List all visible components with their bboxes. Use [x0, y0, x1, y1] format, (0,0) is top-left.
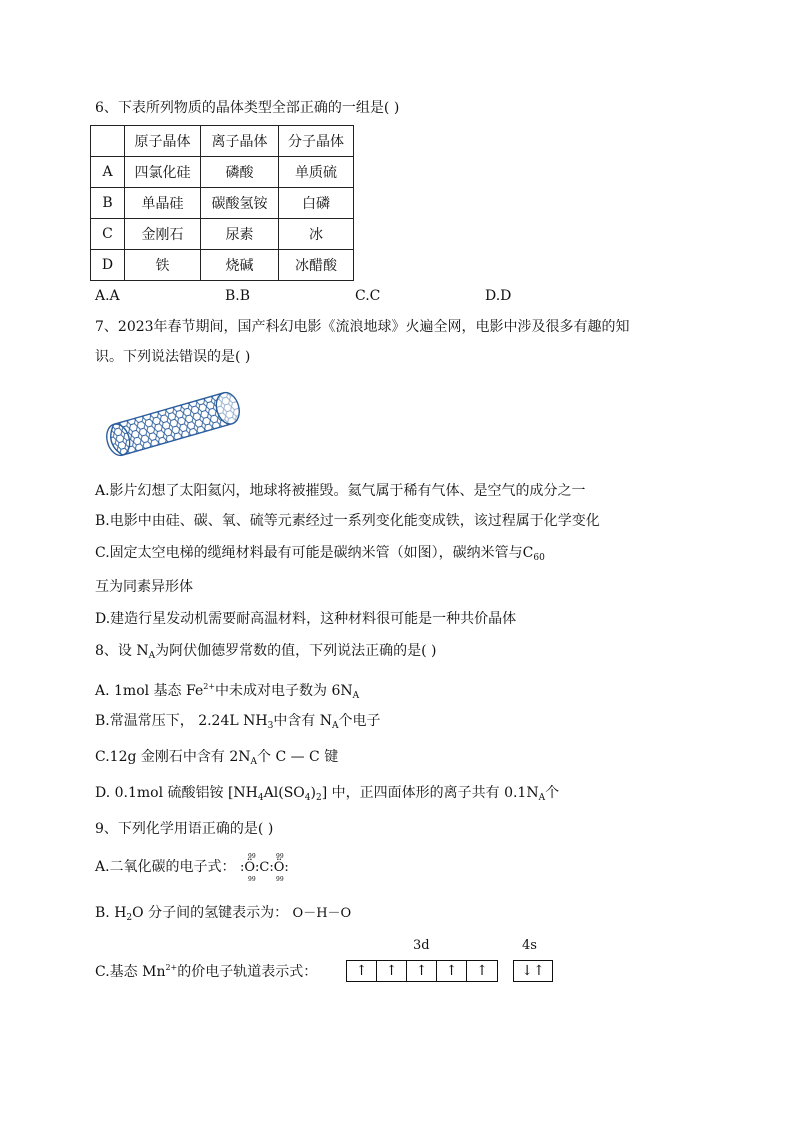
text: A. 1mol 基态 Fe — [95, 683, 204, 699]
table-cell: 四氯化硅 — [125, 157, 201, 188]
table-cell: 磷酸 — [201, 157, 279, 188]
table-header-cell: 原子晶体 — [125, 126, 201, 157]
subscript: A — [250, 757, 257, 767]
text: B.常温常压下， 2.24L NH — [95, 713, 268, 729]
q7-option-b[interactable]: B.电影中由硅、碳、氧、硫等元素经过一系列变化能变成铁，该过程属于化学变化 — [95, 513, 600, 529]
electron-dots: 99 — [276, 853, 284, 860]
table-cell: 碳酸氢铵 — [201, 188, 279, 219]
formula-text: :Ö:C:Ö: — [240, 860, 289, 875]
text: C.基态 Mn — [95, 964, 166, 980]
electron-dots: 99 — [248, 853, 256, 860]
q8-option-c[interactable] — [95, 747, 338, 772]
table-header-cell — [91, 126, 125, 157]
table-cell: 烧碱 — [201, 250, 279, 281]
q7-option-c-text: C.固定太空电梯的缆绳材料最有可能是碳纳米管（如图），碳纳米管与C — [95, 545, 534, 561]
table-row — [91, 219, 354, 250]
table-cell: 铁 — [125, 250, 201, 281]
text: ) — [310, 785, 316, 801]
subscript: A — [148, 651, 156, 661]
text: B. H — [95, 905, 127, 921]
text: C.12g 金刚石中含有 2N — [95, 749, 251, 765]
q7-option-c[interactable] — [95, 543, 545, 568]
orbital-box: ↓↑ — [521, 963, 545, 979]
q7-option-a[interactable]: A.影片幻想了太阳氦闪，地球将被摧毁。氦气属于稀有气体、是空气的成分之一 — [95, 483, 586, 499]
orbital-box: ↑ — [407, 961, 437, 981]
co2-electron-formula — [240, 853, 289, 883]
q7-stem-line1: 7、2023年春节期间，国产科幻电影《流浪地球》火遍全网，电影中涉及很多有趣的知 — [95, 319, 630, 335]
table-cell: 单质硫 — [279, 157, 354, 188]
orbital-4s-boxes — [513, 960, 553, 982]
subscript: 4 — [257, 793, 264, 803]
subscript: A — [538, 793, 546, 803]
q8-stem-text: 8、设 N — [95, 643, 149, 659]
q7-stem-line2: 识。下列说法错误的是( ) — [95, 349, 251, 365]
text: 中含有 N — [273, 713, 333, 729]
electron-dots: 99 — [248, 876, 256, 883]
text: 个 C — C 键 — [257, 749, 339, 765]
orbital-3d-boxes — [346, 960, 498, 982]
table-cell: D — [91, 250, 125, 281]
text: 的价电子轨道表示式： — [177, 964, 318, 980]
text: 个 — [545, 785, 560, 801]
q6-stem: 6、下表所列物质的晶体类型全部正确的一组是( ) — [95, 100, 400, 116]
q6-option-a[interactable]: A.A — [95, 288, 120, 304]
orbital-4s-label: 4s — [522, 938, 537, 953]
table-cell: B — [91, 188, 125, 219]
table-cell: 金刚石 — [125, 219, 201, 250]
superscript: 2+ — [165, 963, 178, 972]
table-row — [91, 250, 354, 281]
text: Al(SO — [263, 785, 305, 801]
hydrogen-bond-formula: O－H－O — [292, 906, 352, 921]
table-cell: C — [91, 219, 125, 250]
table-cell: A — [91, 157, 125, 188]
q7-option-d[interactable]: D.建造行星发动机需要耐高温材料，这种材料很可能是一种共价晶体 — [95, 611, 517, 627]
table-header-row — [91, 126, 354, 157]
q9-option-b[interactable] — [95, 903, 351, 928]
q6-options — [95, 288, 615, 304]
q8-option-a[interactable] — [95, 677, 359, 706]
q8-stem — [95, 641, 436, 666]
electron-dots: 99 — [276, 876, 284, 883]
table-header-cell: 离子晶体 — [201, 126, 279, 157]
crystal-type-table — [90, 125, 354, 281]
q9-option-c[interactable] — [95, 958, 317, 982]
table-row — [91, 157, 354, 188]
orbital-3d-label: 3d — [413, 938, 430, 953]
text: ] 中，正四面体形的离子共有 0.1N — [321, 785, 539, 801]
q9-option-a-text: A.二氧化碳的电子式： — [95, 859, 236, 875]
orbital-box: ↑ — [476, 963, 488, 979]
superscript: 2+ — [203, 682, 216, 691]
q8-option-b[interactable] — [95, 711, 381, 736]
table-cell: 单晶硅 — [125, 188, 201, 219]
text: 中未成对电子数为 6N — [215, 683, 353, 699]
orbital-box: ↑ — [347, 961, 377, 981]
q9-option-a[interactable] — [95, 853, 289, 883]
orbital-box: ↑ — [377, 961, 407, 981]
table-cell: 冰醋酸 — [279, 250, 354, 281]
table-cell: 白磷 — [279, 188, 354, 219]
table-cell: 尿素 — [201, 219, 279, 250]
subscript: 2 — [126, 913, 133, 923]
text: D. 0.1mol 硫酸铝铵 [NH — [95, 785, 258, 801]
table-row — [91, 188, 354, 219]
q6-option-b[interactable]: B.B — [225, 288, 251, 304]
text: 个电子 — [338, 713, 381, 729]
q7-option-c-continued: 互为同素异形体 — [95, 579, 193, 595]
text: O 分子间的氢键表示为： — [132, 905, 289, 921]
subscript: A — [332, 721, 339, 731]
orbital-box: ↑ — [437, 961, 467, 981]
table-header-cell: 分子晶体 — [279, 126, 354, 157]
q9-stem: 9、下列化学用语正确的是( ) — [95, 821, 274, 837]
q6-option-d[interactable]: D.D — [485, 288, 512, 304]
q8-option-d[interactable] — [95, 783, 559, 808]
carbon-nanotube-image — [98, 378, 248, 470]
q6-option-c[interactable]: C.C — [355, 288, 381, 304]
subscript: 4 — [304, 793, 311, 803]
q8-stem-text: 为阿伏伽德罗常数的值，下列说法正确的是( ) — [155, 643, 437, 659]
subscript: A — [352, 691, 360, 701]
subscript: 3 — [267, 721, 274, 731]
subscript: 2 — [315, 793, 322, 803]
subscript: 60 — [533, 553, 545, 563]
table-cell: 冰 — [279, 219, 354, 250]
